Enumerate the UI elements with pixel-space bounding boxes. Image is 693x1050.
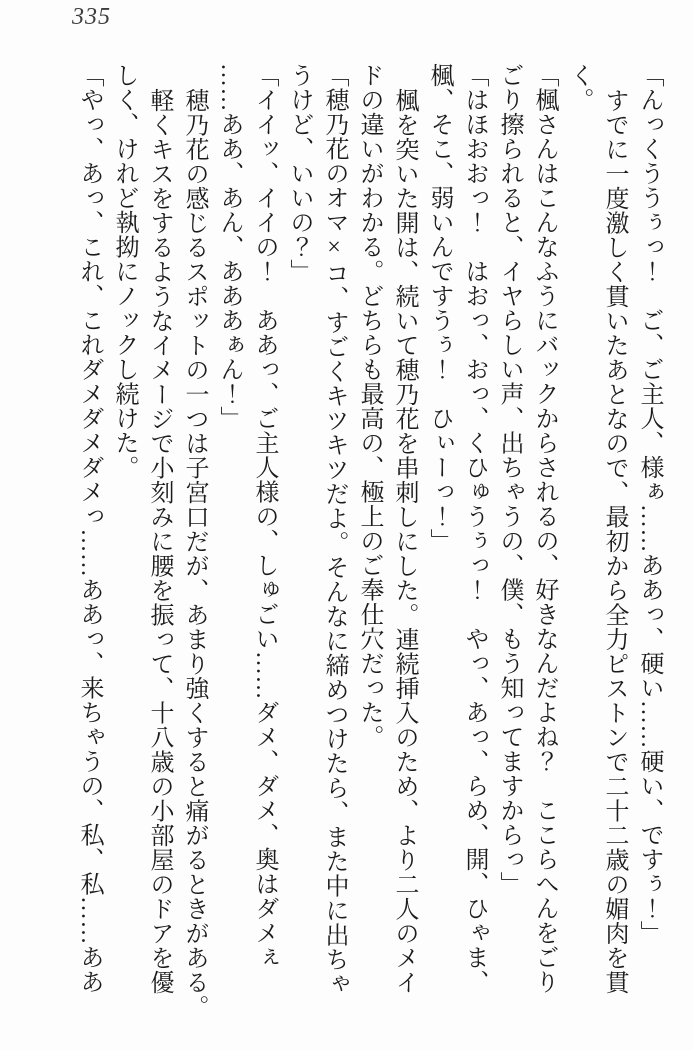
text-line: 「楓さんはこんなふうにバックからされるの、好きなんだよね？ ここらへんをごり xyxy=(531,63,557,994)
text-line: ごり擦られると、イヤらしい声、出ちゃうの、僕、もう知ってますからっ」 xyxy=(496,63,522,896)
text-line: 「んっくううぅっ！ ご、ご主人、様ぁ……ああっ、硬い……硬い、ですぅ！」 xyxy=(636,63,662,945)
text-line: 「やっ、あっ、これ、これダメダメダメっ……ああっ、来ちゃうの、私、私……ああ xyxy=(76,63,102,994)
text-line: 穂乃花の感じるスポットの一つは子宮口だが、あまり強くすると痛がるときがある。 xyxy=(181,88,207,1019)
text-line: しく、けれど執拗にノックし続けた。 xyxy=(111,63,137,480)
vertical-text-block xyxy=(71,63,666,1019)
text-line: 楓を突いた開は、続いて穂乃花を串刺しにした。連続挿入のため、より二人のメイ xyxy=(391,88,417,995)
text-line: うけど、いいの？」 xyxy=(286,63,312,284)
text-line: 軽くキスをするようなイメージで小刻みに腰を振って、十八歳の小部屋のドアを優 xyxy=(146,88,172,995)
text-line: すでに一度激しく貫いたあとなので、最初から全力ピストンで二十二歳の媚肉を貫 xyxy=(601,88,627,995)
page-number: 335 xyxy=(72,4,111,30)
text-line: 「はほおおっ！ はおっ、おっ、くひゅうぅっ！ やっ、あっ、らめ、開、ひゃま、 xyxy=(461,63,487,994)
text-line: ドの違いがわかる。どちらも最高の、極上のご奉仕穴だった。 xyxy=(356,63,382,749)
text-line: く。 xyxy=(566,63,592,112)
text-line: ……ああ、あん、あああぁん！」 xyxy=(216,63,242,431)
text-line: 楓、そこ、弱いんですうぅ！ ひぃーっ！」 xyxy=(426,63,452,553)
text-line: 「イイッ、イイの！ ああっ、ご主人様の、しゅごい……ダメ、ダメ、奥はダメぇ xyxy=(251,63,277,970)
text-line: 「穂乃花のオマ×コ、すごくキツキツだよ。そんなに締めつけたら、また中に出ちゃ xyxy=(321,63,347,996)
